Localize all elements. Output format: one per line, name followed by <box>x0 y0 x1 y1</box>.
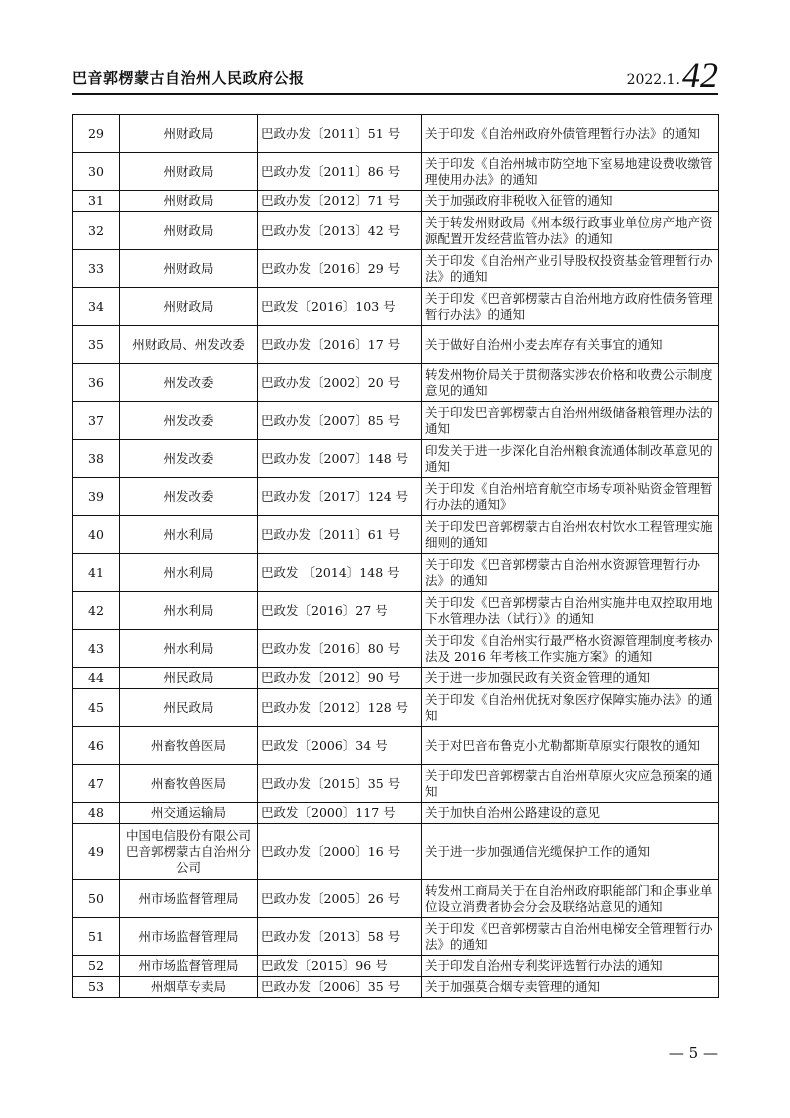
table-row <box>73 630 719 668</box>
row-number: 43 <box>73 630 120 668</box>
document-title-cell: 转发州工商局关于在自治州政府职能部门和企事业单位设立消费者协会分会及联络站意见的通知 <box>422 880 719 918</box>
department-cell: 州财政局 <box>120 115 258 153</box>
department-cell: 中国电信股份有限公司巴音郭楞蒙古自治州分公司 <box>120 824 258 880</box>
document-title-cell: 关于对巴音布鲁克小尤勒都斯草原实行限牧的通知 <box>422 727 719 765</box>
document-code-cell: 巴政发 〔2014〕148 号 <box>258 554 422 592</box>
row-number: 45 <box>73 689 120 727</box>
page-header <box>72 55 718 95</box>
table-row <box>73 153 719 191</box>
table-row <box>73 977 719 998</box>
department-cell: 州水利局 <box>120 516 258 554</box>
row-number: 42 <box>73 592 120 630</box>
row-number: 49 <box>73 824 120 880</box>
document-title-cell: 关于印发《巴音郭楞蒙古自治州电梯安全管理暂行办法》的通知 <box>422 918 719 956</box>
table-row <box>73 402 719 440</box>
row-number: 32 <box>73 212 120 250</box>
department-cell: 州发改委 <box>120 402 258 440</box>
document-code-cell: 巴政办发〔2012〕90 号 <box>258 668 422 689</box>
department-cell: 州发改委 <box>120 440 258 478</box>
row-number: 38 <box>73 440 120 478</box>
document-list-body <box>73 115 719 998</box>
row-number: 51 <box>73 918 120 956</box>
document-code-cell: 巴政办发〔2012〕128 号 <box>258 689 422 727</box>
document-code-cell: 巴政发〔2000〕117 号 <box>258 803 422 824</box>
table-row <box>73 956 719 977</box>
document-title-cell: 关于印发巴音郭楞蒙古自治州州级储备粮管理办法的通知 <box>422 402 719 440</box>
table-row <box>73 478 719 516</box>
table-row <box>73 668 719 689</box>
table-row <box>73 918 719 956</box>
row-number: 29 <box>73 115 120 153</box>
document-code-cell: 巴政办发〔2006〕35 号 <box>258 977 422 998</box>
document-code-cell: 巴政发〔2006〕34 号 <box>258 727 422 765</box>
document-title-cell: 关于印发《巴音郭楞蒙古自治州地方政府性债务管理暂行办法》的通知 <box>422 288 719 326</box>
document-title-cell: 关于印发巴音郭楞蒙古自治州农村饮水工程管理实施细则的通知 <box>422 516 719 554</box>
document-code-cell: 巴政办发〔2017〕124 号 <box>258 478 422 516</box>
page-number: — 5 — <box>668 1044 718 1062</box>
document-title-cell: 关于印发《自治州产业引导股权投资基金管理暂行办法》的通知 <box>422 250 719 288</box>
document-code-cell: 巴政办发〔2015〕35 号 <box>258 765 422 803</box>
document-code-cell: 巴政发〔2016〕27 号 <box>258 592 422 630</box>
table-row <box>73 288 719 326</box>
row-number: 31 <box>73 191 120 212</box>
document-title-cell: 关于转发州财政局《州本级行政事业单位房产地产资源配置开发经营监管办法》的通知 <box>422 212 719 250</box>
table-row <box>73 824 719 880</box>
document-list-table <box>72 114 719 998</box>
department-cell: 州水利局 <box>120 630 258 668</box>
document-code-cell: 巴政办发〔2011〕61 号 <box>258 516 422 554</box>
document-code-cell: 巴政办发〔2000〕16 号 <box>258 824 422 880</box>
department-cell: 州发改委 <box>120 364 258 402</box>
row-number: 50 <box>73 880 120 918</box>
department-cell: 州财政局 <box>120 250 258 288</box>
row-number: 46 <box>73 727 120 765</box>
table-row <box>73 803 719 824</box>
department-cell: 州发改委 <box>120 478 258 516</box>
row-number: 47 <box>73 765 120 803</box>
department-cell: 州烟草专卖局 <box>120 977 258 998</box>
table-row <box>73 212 719 250</box>
document-title-cell: 关于印发《自治州实行最严格水资源管理制度考核办法及 2016 年考核工作实施方案》的通知 <box>422 630 719 668</box>
table-row <box>73 516 719 554</box>
table-row <box>73 554 719 592</box>
table-row <box>73 250 719 288</box>
table-row <box>73 326 719 364</box>
document-title-cell: 关于印发《巴音郭楞蒙古自治州实施井电双控取用地下水管理办法（试行）》的通知 <box>422 592 719 630</box>
document-code-cell: 巴政办发〔2013〕58 号 <box>258 918 422 956</box>
department-cell: 州市场监督管理局 <box>120 956 258 977</box>
document-title-cell: 关于印发《自治州培育航空市场专项补贴资金管理暂行办法的通知》 <box>422 478 719 516</box>
department-cell: 州财政局、州发改委 <box>120 326 258 364</box>
document-code-cell: 巴政办发〔2007〕85 号 <box>258 402 422 440</box>
department-cell: 州水利局 <box>120 592 258 630</box>
document-title-cell: 关于印发《自治州政府外债管理暂行办法》的通知 <box>422 115 719 153</box>
document-code-cell: 巴政办发〔2011〕51 号 <box>258 115 422 153</box>
table-row <box>73 592 719 630</box>
document-title-cell: 关于加快自治州公路建设的意见 <box>422 803 719 824</box>
row-number: 37 <box>73 402 120 440</box>
table-row <box>73 689 719 727</box>
document-code-cell: 巴政发〔2016〕103 号 <box>258 288 422 326</box>
document-title-cell: 关于做好自治州小麦去库存有关事宜的通知 <box>422 326 719 364</box>
table-row <box>73 765 719 803</box>
document-code-cell: 巴政办发〔2016〕80 号 <box>258 630 422 668</box>
document-title-cell: 关于印发《自治州优抚对象医疗保障实施办法》的通知 <box>422 689 719 727</box>
document-code-cell: 巴政办发〔2002〕20 号 <box>258 364 422 402</box>
publication-title: 巴音郭楞蒙古自治州人民政府公报 <box>72 69 305 87</box>
department-cell: 州民政局 <box>120 668 258 689</box>
document-title-cell: 印发关于进一步深化自治州粮食流通体制改革意见的通知 <box>422 440 719 478</box>
document-title-cell: 关于进一步加强民政有关资金管理的通知 <box>422 668 719 689</box>
document-code-cell: 巴政办发〔2012〕71 号 <box>258 191 422 212</box>
document-code-cell: 巴政办发〔2007〕148 号 <box>258 440 422 478</box>
document-title-cell: 关于加强政府非税收入征管的通知 <box>422 191 719 212</box>
department-cell: 州财政局 <box>120 288 258 326</box>
department-cell: 州财政局 <box>120 153 258 191</box>
department-cell: 州市场监督管理局 <box>120 918 258 956</box>
table-row <box>73 115 719 153</box>
document-title-cell: 关于进一步加强通信光缆保护工作的通知 <box>422 824 719 880</box>
row-number: 52 <box>73 956 120 977</box>
row-number: 30 <box>73 153 120 191</box>
table-row <box>73 880 719 918</box>
table-row <box>73 440 719 478</box>
department-cell: 州财政局 <box>120 212 258 250</box>
department-cell: 州水利局 <box>120 554 258 592</box>
document-title-cell: 关于加强莫合烟专卖管理的通知 <box>422 977 719 998</box>
row-number: 39 <box>73 478 120 516</box>
table-row <box>73 364 719 402</box>
row-number: 34 <box>73 288 120 326</box>
document-title-cell: 关于印发自治州专利奖评选暂行办法的通知 <box>422 956 719 977</box>
issue-number: 42 <box>682 55 718 95</box>
document-code-cell: 巴政办发〔2013〕42 号 <box>258 212 422 250</box>
row-number: 33 <box>73 250 120 288</box>
department-cell: 州民政局 <box>120 689 258 727</box>
document-code-cell: 巴政办发〔2005〕26 号 <box>258 880 422 918</box>
document-code-cell: 巴政办发〔2011〕86 号 <box>258 153 422 191</box>
document-title-cell: 转发州物价局关于贯彻落实涉农价格和收费公示制度意见的通知 <box>422 364 719 402</box>
row-number: 44 <box>73 668 120 689</box>
document-title-cell: 关于印发《巴音郭楞蒙古自治州水资源管理暂行办法》的通知 <box>422 554 719 592</box>
department-cell: 州畜牧兽医局 <box>120 765 258 803</box>
document-code-cell: 巴政办发〔2016〕17 号 <box>258 326 422 364</box>
department-cell: 州畜牧兽医局 <box>120 727 258 765</box>
row-number: 53 <box>73 977 120 998</box>
document-code-cell: 巴政发〔2015〕96 号 <box>258 956 422 977</box>
table-row <box>73 727 719 765</box>
document-code-cell: 巴政办发〔2016〕29 号 <box>258 250 422 288</box>
department-cell: 州财政局 <box>120 191 258 212</box>
row-number: 40 <box>73 516 120 554</box>
department-cell: 州交通运输局 <box>120 803 258 824</box>
row-number: 36 <box>73 364 120 402</box>
issue-date: 2022.1. <box>626 72 680 88</box>
department-cell: 州市场监督管理局 <box>120 880 258 918</box>
row-number: 41 <box>73 554 120 592</box>
document-title-cell: 关于印发巴音郭楞蒙古自治州草原火灾应急预案的通知 <box>422 765 719 803</box>
row-number: 48 <box>73 803 120 824</box>
table-row <box>73 191 719 212</box>
document-title-cell: 关于印发《自治州城市防空地下室易地建设费收缴管理使用办法》的通知 <box>422 153 719 191</box>
row-number: 35 <box>73 326 120 364</box>
